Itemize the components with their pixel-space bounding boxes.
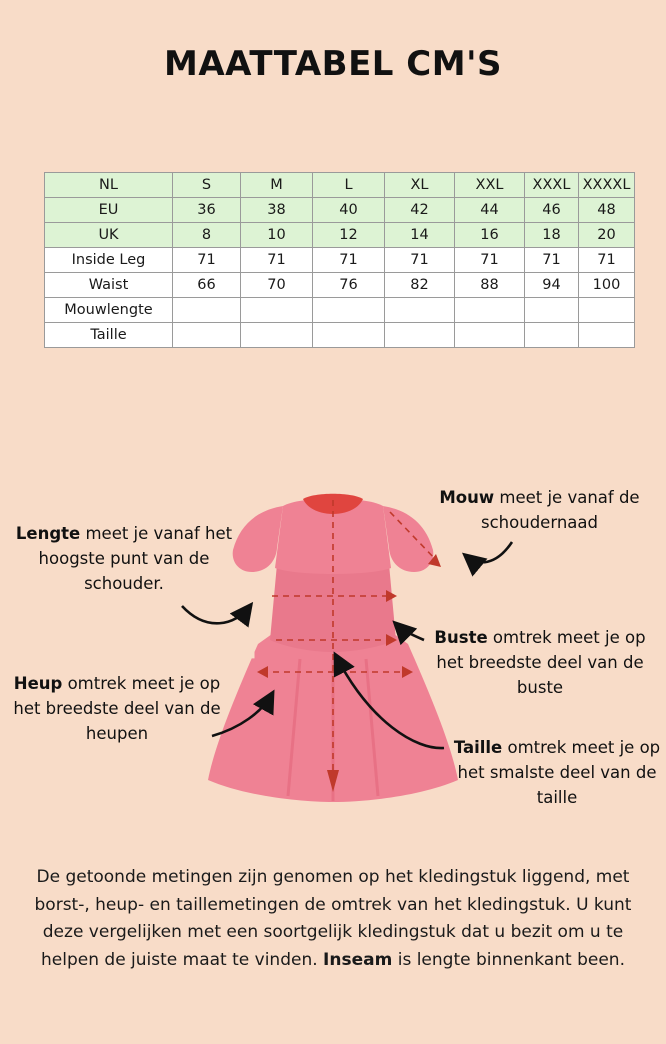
table-cell: 94 xyxy=(525,273,579,298)
annotation-mouw-text: meet je vanaf de schoudernaad xyxy=(481,488,640,532)
table-cell: 38 xyxy=(241,198,313,223)
row-label: EU xyxy=(45,198,173,223)
annotation-mouw xyxy=(432,486,647,536)
table-cell xyxy=(313,323,385,348)
annotation-lengte-text: meet je vanaf het hoogste punt van de schouder. xyxy=(38,524,233,593)
table-cell: 18 xyxy=(525,223,579,248)
table-cell: 76 xyxy=(313,273,385,298)
table-cell xyxy=(173,298,241,323)
table-cell: 14 xyxy=(385,223,455,248)
table-cell: 44 xyxy=(455,198,525,223)
row-label: Mouwlengte xyxy=(45,298,173,323)
table-row xyxy=(45,173,635,198)
table-cell: 100 xyxy=(579,273,635,298)
table-cell: XXXXL xyxy=(579,173,635,198)
table-cell: S xyxy=(173,173,241,198)
annotation-lengte-term: Lengte xyxy=(15,524,81,543)
table-cell: M xyxy=(241,173,313,198)
table-row xyxy=(45,223,635,248)
table-cell xyxy=(579,323,635,348)
table-cell xyxy=(579,298,635,323)
table-cell: 40 xyxy=(313,198,385,223)
row-label: UK xyxy=(45,223,173,248)
table-row xyxy=(45,273,635,298)
table-cell xyxy=(455,323,525,348)
table-cell: 10 xyxy=(241,223,313,248)
table-cell: 20 xyxy=(579,223,635,248)
table-cell: XXXL xyxy=(525,173,579,198)
arrow-lengte xyxy=(182,606,250,623)
row-label: Taille xyxy=(45,323,173,348)
size-table-container xyxy=(44,172,631,348)
annotation-taille-term: Taille xyxy=(453,738,503,757)
table-cell xyxy=(455,298,525,323)
annotation-buste-term: Buste xyxy=(434,628,488,647)
table-cell: 46 xyxy=(525,198,579,223)
table-cell: 82 xyxy=(385,273,455,298)
table-cell: 71 xyxy=(579,248,635,273)
footer-note-part1: De getoonde metingen zijn genomen op het kledingstuk liggend, met borst-, heup- en taillemetingen de omtrek van het kledingstuk. U kunt deze vergelijken met een soortgelijk kledingstuk dat u bezit om u te helpen de juiste maat te vinden. xyxy=(34,867,632,970)
table-cell: 70 xyxy=(241,273,313,298)
arrow-buste xyxy=(396,624,424,640)
table-cell: 16 xyxy=(455,223,525,248)
size-table-body xyxy=(45,173,635,348)
table-cell: 8 xyxy=(173,223,241,248)
row-label: Waist xyxy=(45,273,173,298)
size-table xyxy=(44,172,635,348)
table-cell: 36 xyxy=(173,198,241,223)
annotation-taille-text: omtrek meet je op het smalste deel van de taille xyxy=(457,738,661,807)
table-cell: XL xyxy=(385,173,455,198)
annotation-buste xyxy=(432,626,648,700)
table-cell: 48 xyxy=(579,198,635,223)
table-cell: 71 xyxy=(455,248,525,273)
measurement-illustration xyxy=(0,444,666,854)
table-cell: 71 xyxy=(173,248,241,273)
table-cell: 71 xyxy=(385,248,455,273)
annotation-heup-text: omtrek meet je op het breedste deel van de heupen xyxy=(13,674,221,743)
footer-note-term: Inseam xyxy=(323,949,393,970)
table-cell xyxy=(385,298,455,323)
annotation-lengte xyxy=(8,522,240,596)
table-cell xyxy=(241,298,313,323)
table-cell: 88 xyxy=(455,273,525,298)
table-cell xyxy=(525,298,579,323)
table-cell xyxy=(313,298,385,323)
table-cell: 71 xyxy=(525,248,579,273)
row-label: NL xyxy=(45,173,173,198)
table-cell: 66 xyxy=(173,273,241,298)
table-cell: 42 xyxy=(385,198,455,223)
table-row xyxy=(45,248,635,273)
table-cell xyxy=(241,323,313,348)
arrow-mouw xyxy=(466,542,512,562)
table-cell: L xyxy=(313,173,385,198)
table-cell: 71 xyxy=(313,248,385,273)
table-cell: 12 xyxy=(313,223,385,248)
table-row xyxy=(45,298,635,323)
table-cell xyxy=(525,323,579,348)
table-row xyxy=(45,323,635,348)
annotation-mouw-term: Mouw xyxy=(439,488,495,507)
table-cell xyxy=(173,323,241,348)
table-row xyxy=(45,198,635,223)
page-title: MAATTABEL CM'S xyxy=(164,44,502,84)
row-label: Inside Leg xyxy=(45,248,173,273)
annotation-taille xyxy=(452,736,662,810)
annotation-buste-text: omtrek meet je op het breedste deel van de buste xyxy=(436,628,646,697)
table-cell xyxy=(385,323,455,348)
table-cell: 71 xyxy=(241,248,313,273)
table-cell: XXL xyxy=(455,173,525,198)
footer-note-part2: is lengte binnenkant been. xyxy=(392,949,625,970)
annotation-heup-term: Heup xyxy=(13,674,63,693)
footer-note xyxy=(34,864,632,974)
annotation-heup xyxy=(8,672,226,746)
